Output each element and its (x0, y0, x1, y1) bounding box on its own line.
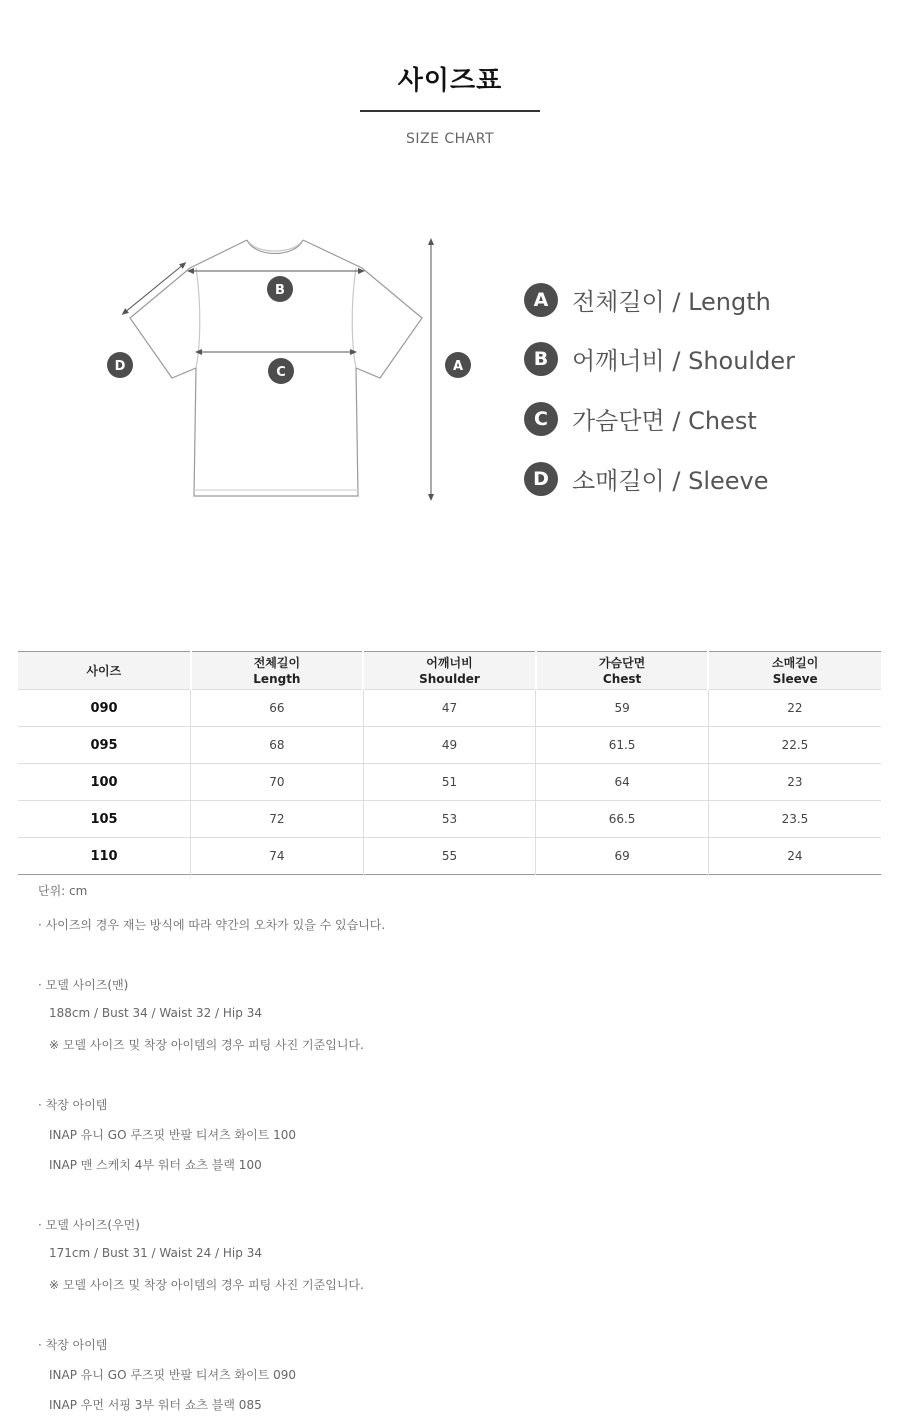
legend-item-shoulder (524, 329, 884, 388)
sleeve-measure-line (124, 264, 184, 313)
table-cell: 66.5 (536, 801, 709, 838)
men-model-note: ※ 모델 사이즈 및 착장 아이템의 경우 피팅 사진 기준입니다. (49, 1038, 364, 1052)
table-row (18, 764, 881, 801)
table-row (18, 838, 881, 875)
table-cell: 74 (191, 838, 364, 875)
women-model-title: · 모델 사이즈(우먼) (38, 1218, 140, 1232)
men-items-title: · 착장 아이템 (38, 1098, 108, 1112)
men-model-title: · 모델 사이즈(맨) (38, 978, 129, 992)
marker-a (445, 352, 471, 378)
marker-b-label: B (275, 283, 285, 298)
women-model-spec: 171cm / Bust 31 / Waist 24 / Hip 34 (49, 1246, 262, 1260)
table-cell: 59 (536, 690, 709, 727)
women-items-title: · 착장 아이템 (38, 1338, 108, 1352)
women-item-2: INAP 우먼 서핑 3부 워터 쇼츠 블랙 085 (49, 1398, 262, 1412)
table-cell: 22 (708, 690, 881, 727)
legend-item-chest (524, 388, 884, 449)
title-divider (360, 110, 540, 112)
table-cell: 22.5 (708, 727, 881, 764)
disclaimer-note: · 사이즈의 경우 재는 방식에 따라 약간의 오차가 있을 수 있습니다. (38, 918, 386, 932)
table-cell: 70 (191, 764, 364, 801)
legend-badge-a: A (524, 283, 558, 317)
measurement-legend (524, 270, 884, 508)
table-row (18, 727, 881, 764)
men-item-2: INAP 맨 스케치 4부 워터 쇼츠 블랙 100 (49, 1158, 262, 1172)
legend-badge-d: D (524, 462, 558, 496)
table-cell-size: 100 (18, 764, 191, 801)
column-header-sleeve: 소매길이 Sleeve (708, 652, 881, 690)
men-model-spec: 188cm / Bust 34 / Waist 32 / Hip 34 (49, 1006, 262, 1020)
unit-note: 단위: cm (38, 884, 88, 898)
page-title: 사이즈표 (397, 66, 503, 96)
legend-item-sleeve (524, 449, 884, 508)
legend-label-sleeve: 소매길이 / Sleeve (572, 467, 769, 495)
marker-c (268, 358, 294, 384)
legend-badge-b: B (524, 342, 558, 376)
men-item-1: INAP 유니 GO 루즈핏 반팔 티셔츠 화이트 100 (49, 1128, 297, 1142)
women-item-1: INAP 유니 GO 루즈핏 반팔 티셔츠 화이트 090 (49, 1368, 297, 1382)
table-cell-size: 105 (18, 801, 191, 838)
marker-d (107, 352, 133, 378)
legend-item-length (524, 270, 884, 329)
table-cell: 49 (363, 727, 536, 764)
table-cell: 55 (363, 838, 536, 875)
size-table (18, 651, 881, 875)
legend-label-shoulder: 어깨너비 / Shoulder (572, 347, 795, 375)
marker-c-label: C (276, 365, 286, 380)
table-cell: 53 (363, 801, 536, 838)
table-cell: 47 (363, 690, 536, 727)
table-cell: 68 (191, 727, 364, 764)
table-cell-size: 095 (18, 727, 191, 764)
table-row (18, 690, 881, 727)
tshirt-measurement-diagram (100, 228, 490, 518)
page-subtitle: SIZE CHART (405, 131, 495, 147)
table-cell: 61.5 (536, 727, 709, 764)
table-cell-size: 110 (18, 838, 191, 875)
table-cell: 69 (536, 838, 709, 875)
table-cell: 24 (708, 838, 881, 875)
marker-a-label: A (452, 359, 464, 374)
column-header-chest: 가슴단면 Chest (536, 652, 709, 690)
marker-d-label: D (114, 359, 126, 374)
table-cell: 23.5 (708, 801, 881, 838)
legend-badge-c: C (524, 402, 558, 436)
column-header-shoulder: 어깨너비 Shoulder (363, 652, 536, 690)
marker-b (267, 276, 293, 302)
table-cell: 72 (191, 801, 364, 838)
table-cell: 51 (363, 764, 536, 801)
women-model-note: ※ 모델 사이즈 및 착장 아이템의 경우 피팅 사진 기준입니다. (49, 1278, 364, 1292)
legend-label-chest: 가슴단면 / Chest (572, 407, 757, 435)
table-cell-size: 090 (18, 690, 191, 727)
table-cell: 66 (191, 690, 364, 727)
table-row (18, 801, 881, 838)
table-cell: 64 (536, 764, 709, 801)
table-header-row (18, 652, 881, 690)
table-cell: 23 (708, 764, 881, 801)
column-header-size: 사이즈 (18, 652, 191, 690)
column-header-length: 전체길이 Length (191, 652, 364, 690)
legend-label-length: 전체길이 / Length (572, 288, 771, 316)
